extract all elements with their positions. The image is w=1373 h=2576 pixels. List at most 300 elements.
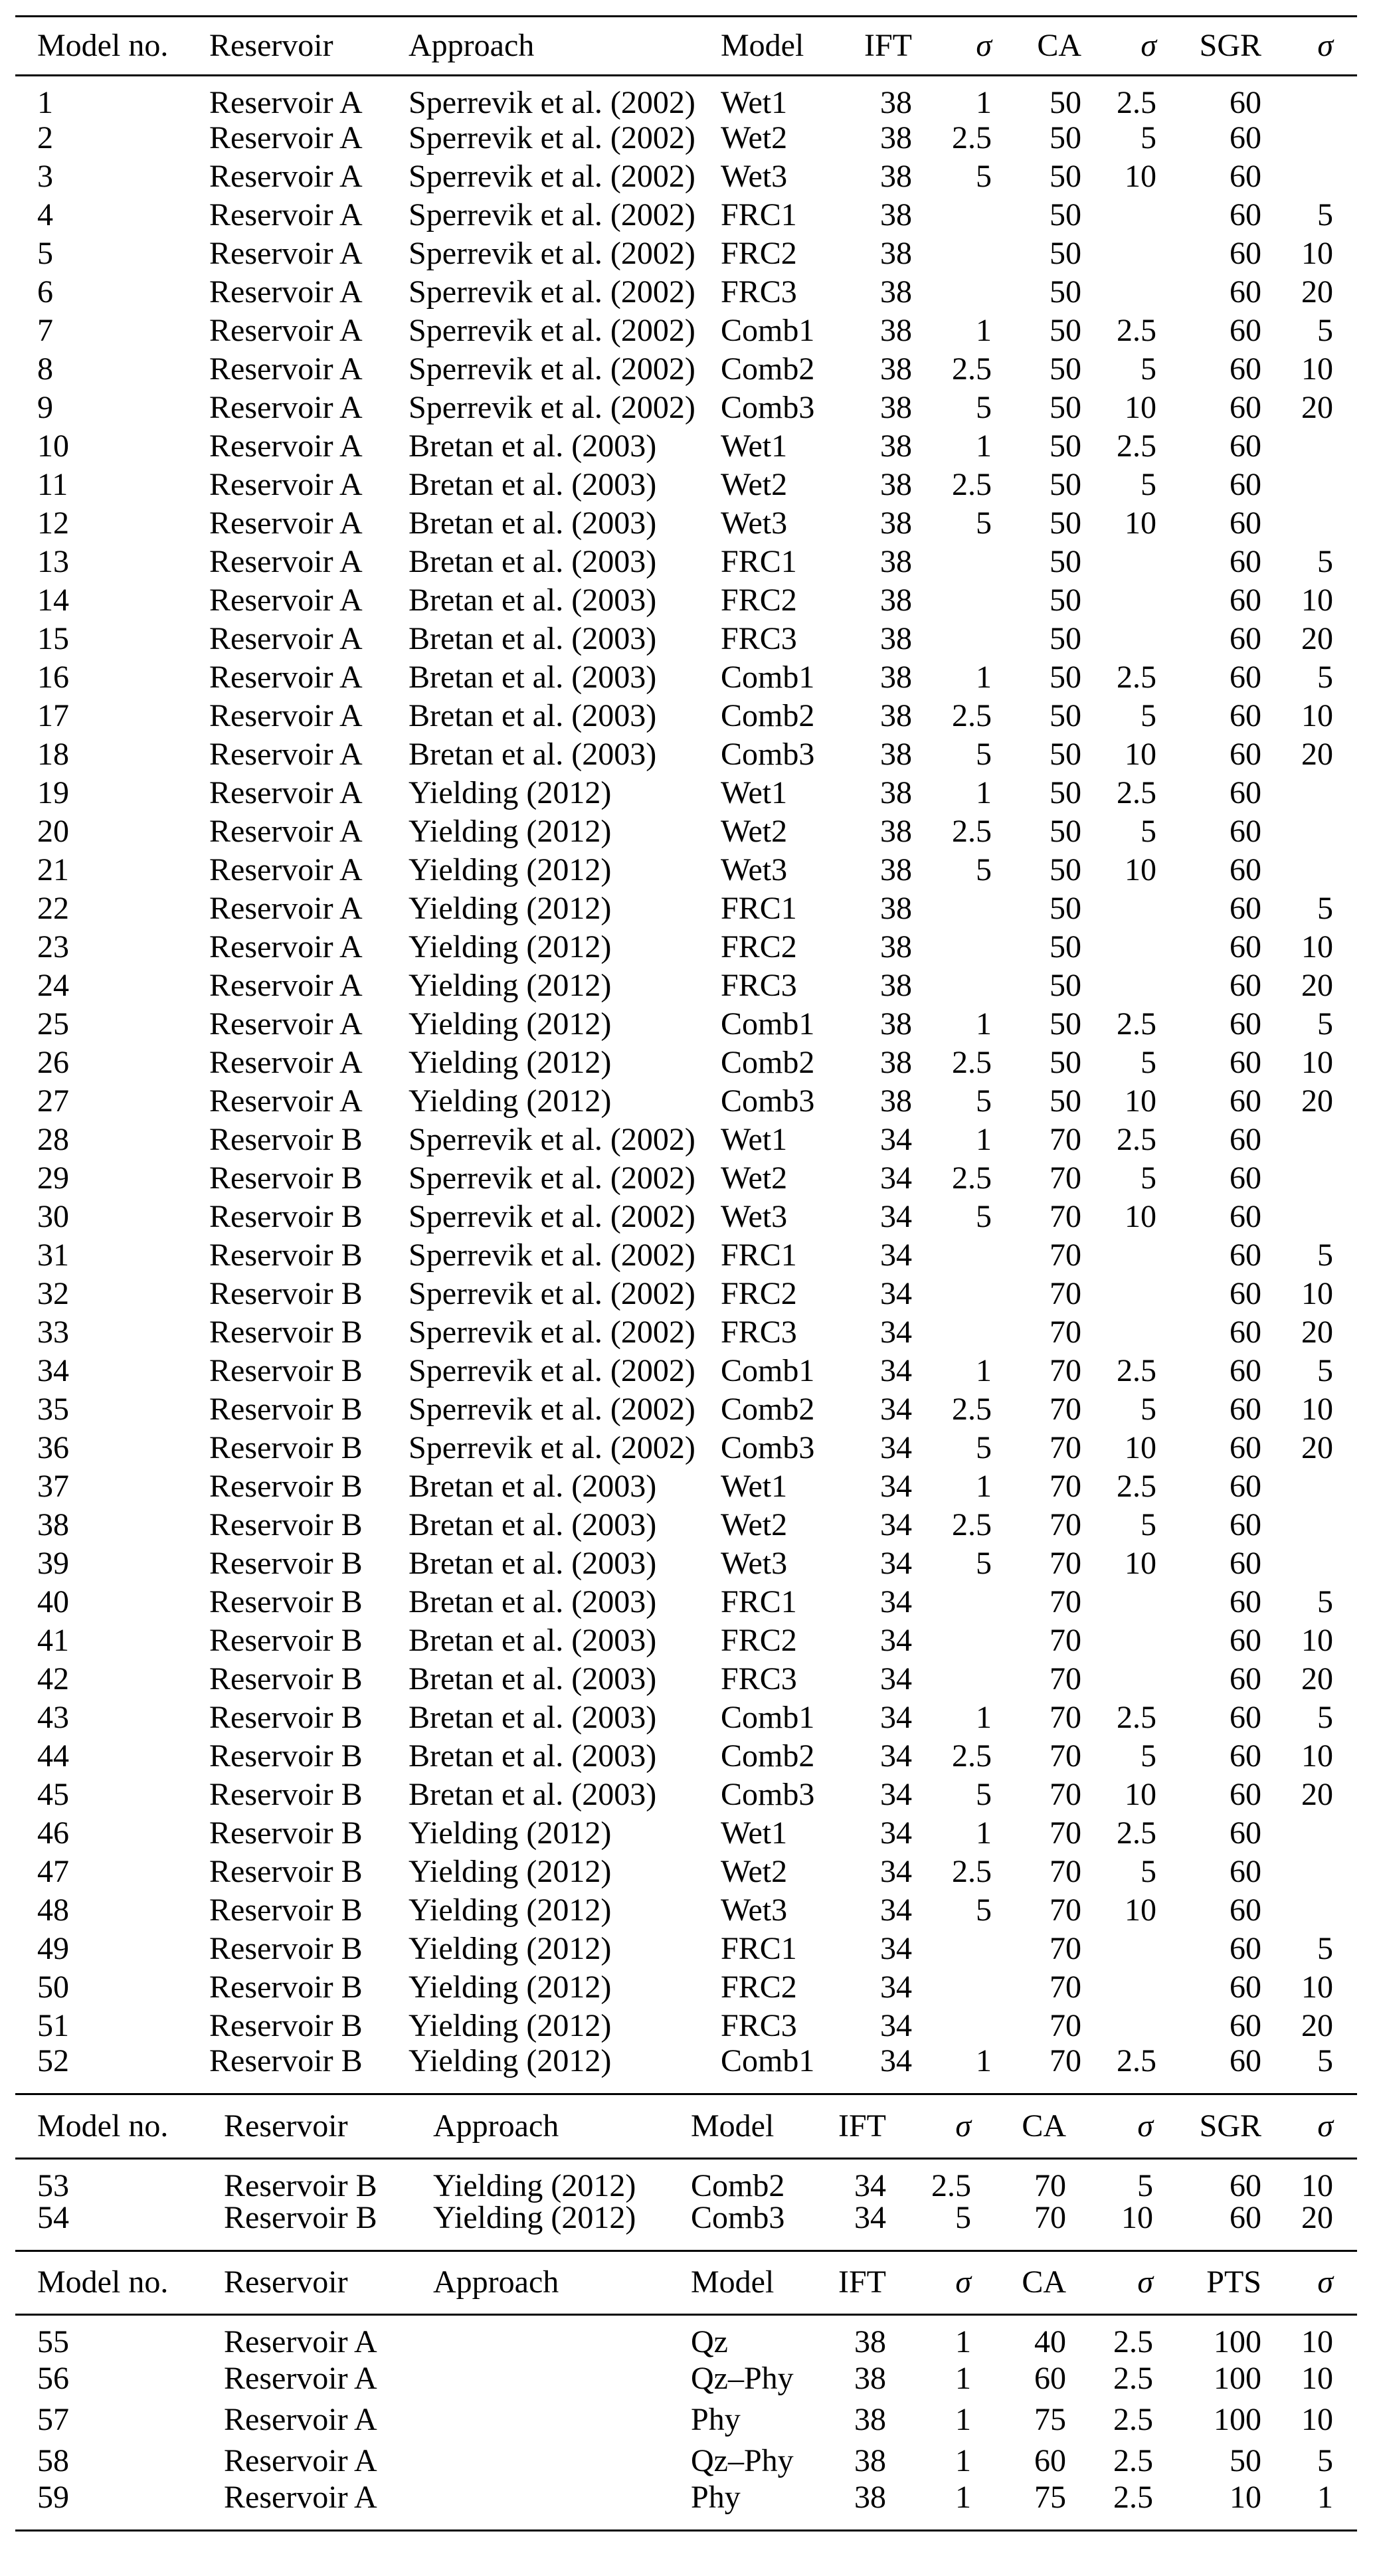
column-header: SGR xyxy=(1153,2095,1261,2158)
table-cell: 60 xyxy=(1230,1199,1261,1234)
table-cell: 60 xyxy=(1230,1546,1261,1581)
table-cell: Wet2 xyxy=(721,1160,788,1196)
table-cell: 2.5 xyxy=(1117,2043,1156,2078)
column-header: Reservoir xyxy=(224,2095,433,2158)
table-cell: 10 xyxy=(1301,1623,1333,1658)
table-cell: Sperrevik et al. (2002) xyxy=(409,1392,695,1427)
table-cell: FRC1 xyxy=(721,1584,797,1619)
table-cell: 70 xyxy=(1050,1970,1081,2005)
table-cell: Reservoir B xyxy=(209,1238,363,1273)
table-cell: 21 xyxy=(37,852,69,887)
table-cell xyxy=(433,2399,691,2440)
table-row xyxy=(15,1275,1357,1313)
table-cell: Reservoir A xyxy=(209,1006,363,1042)
table-cell: 1 xyxy=(976,1815,992,1851)
table-cell: 5 xyxy=(955,2199,971,2235)
table-cell: 70 xyxy=(1050,1199,1081,1234)
table-cell: 34 xyxy=(880,1507,912,1542)
table-cell: 20 xyxy=(1301,1430,1333,1465)
table-section-2 xyxy=(15,2095,1357,2252)
table-cell: FRC3 xyxy=(721,968,797,1003)
table-cell: Bretan et al. (2003) xyxy=(409,544,657,579)
table-cell: 50 xyxy=(1050,351,1081,387)
table-cell xyxy=(433,2315,691,2359)
table-cell: 20 xyxy=(1301,737,1333,772)
table-cell: Qz–Phy xyxy=(691,2361,794,2396)
table-cell: 50 xyxy=(1050,428,1081,464)
table-cell: 10 xyxy=(1301,2361,1333,2396)
table-cell: 5 xyxy=(1317,313,1333,348)
table-cell: Reservoir B xyxy=(209,1546,363,1581)
table-cell: Bretan et al. (2003) xyxy=(409,1738,657,1774)
table-cell: Reservoir B xyxy=(209,1970,363,2005)
table-cell: Sperrevik et al. (2002) xyxy=(409,1353,695,1388)
column-header: CA xyxy=(971,2095,1066,2158)
header-row xyxy=(15,17,1357,76)
table-cell: Yielding (2012) xyxy=(409,1892,612,1928)
table-cell: 34 xyxy=(880,1469,912,1504)
table-cell: 38 xyxy=(880,544,912,579)
table-cell: 38 xyxy=(880,85,912,120)
table-cell: 1 xyxy=(976,775,992,810)
table-cell: 5 xyxy=(1141,1738,1156,1774)
table-cell: 27 xyxy=(37,1083,69,1119)
table-cell: 50 xyxy=(1050,660,1081,695)
table-cell: 5 xyxy=(1141,467,1156,502)
table-cell: 1 xyxy=(955,2480,971,2515)
table-cell: FRC2 xyxy=(721,236,797,271)
table-cell: Bretan et al. (2003) xyxy=(409,737,657,772)
table-row xyxy=(15,1814,1357,1853)
table-row xyxy=(15,2202,1357,2251)
table-cell: Bretan et al. (2003) xyxy=(409,583,657,618)
table-cell: 34 xyxy=(880,2043,912,2078)
table-cell: 60 xyxy=(1230,274,1261,310)
table-cell: FRC2 xyxy=(721,1276,797,1311)
table-cell: 39 xyxy=(37,1546,69,1581)
table-cell: 12 xyxy=(37,506,69,541)
table-cell: 50 xyxy=(1050,506,1081,541)
table-cell: FRC2 xyxy=(721,929,797,965)
table-cell: Sperrevik et al. (2002) xyxy=(409,120,695,155)
table-cell: 5 xyxy=(1317,660,1333,695)
table-cell: Sperrevik et al. (2002) xyxy=(409,197,695,232)
table-cell: Bretan et al. (2003) xyxy=(409,467,657,502)
table-cell: Reservoir A xyxy=(209,852,363,887)
table-row xyxy=(15,2315,1357,2359)
table-cell: Wet2 xyxy=(721,467,788,502)
table-cell: Yielding (2012) xyxy=(409,2043,612,2078)
table-cell: 10 xyxy=(1301,1738,1333,1774)
table-cell: 38 xyxy=(880,313,912,348)
table-cell: Reservoir A xyxy=(209,775,363,810)
table-cell xyxy=(912,1313,992,1352)
table-cell: Reservoir A xyxy=(209,159,363,194)
column-header: Approach xyxy=(433,2252,691,2315)
table-cell: 11 xyxy=(37,467,68,502)
table-cell: 19 xyxy=(37,775,69,810)
table-cell xyxy=(912,1968,992,2007)
table-cell: Reservoir A xyxy=(209,583,363,618)
table-cell: 5 xyxy=(1317,544,1333,579)
table-cell: Reservoir B xyxy=(209,1661,363,1697)
table-cell: FRC3 xyxy=(721,2008,797,2043)
table-cell: 70 xyxy=(1050,1623,1081,1658)
table-cell: Reservoir A xyxy=(224,2324,377,2359)
table-cell: 50 xyxy=(1050,467,1081,502)
table-cell: 5 xyxy=(37,236,53,271)
table-cell: 38 xyxy=(880,1045,912,1080)
table-row xyxy=(15,928,1357,966)
table-cell: 2.5 xyxy=(1117,85,1156,120)
table-cell: Yielding (2012) xyxy=(433,2167,636,2203)
table-cell: 5 xyxy=(1317,891,1333,926)
table-cell: Sperrevik et al. (2002) xyxy=(409,85,695,120)
table-cell: 60 xyxy=(1230,1584,1261,1619)
table-cell: 38 xyxy=(854,2443,886,2478)
table-section-3 xyxy=(15,2252,1357,2532)
table-cell xyxy=(1081,966,1156,1005)
table-cell: 34 xyxy=(37,1353,69,1388)
table-cell: Bretan et al. (2003) xyxy=(409,1469,657,1504)
table-cell: Wet1 xyxy=(721,428,788,464)
table-cell: 2.5 xyxy=(1113,2443,1153,2478)
table-cell: 60 xyxy=(1230,428,1261,464)
column-header: σ xyxy=(912,17,992,76)
table-cell: FRC1 xyxy=(721,197,797,232)
table-cell: 60 xyxy=(1230,2043,1261,2078)
table-cell: 60 xyxy=(1230,1238,1261,1273)
table-cell: Wet3 xyxy=(721,852,788,887)
table-cell: Yielding (2012) xyxy=(409,1931,612,1966)
table-cell: 38 xyxy=(880,159,912,194)
table-cell: 2.5 xyxy=(1117,1700,1156,1735)
table-cell: Sperrevik et al. (2002) xyxy=(409,1315,695,1350)
table-cell: 55 xyxy=(37,2324,69,2359)
table-row xyxy=(15,2440,1357,2482)
table-row xyxy=(15,1737,1357,1776)
table-cell: 50 xyxy=(1050,85,1081,120)
table-cell: 50 xyxy=(1050,621,1081,656)
table-section-1 xyxy=(15,15,1357,2095)
table-cell: Comb1 xyxy=(721,313,815,348)
table-cell: Comb3 xyxy=(721,1430,815,1465)
table-cell: 38 xyxy=(880,891,912,926)
table-cell: Sperrevik et al. (2002) xyxy=(409,1160,695,1196)
table-cell: Wet3 xyxy=(721,1892,788,1928)
table-cell: 50 xyxy=(1050,236,1081,271)
table-cell: 5 xyxy=(1317,1006,1333,1042)
table-cell xyxy=(1081,1968,1156,2007)
table-cell: 60 xyxy=(1230,159,1261,194)
table-cell: Bretan et al. (2003) xyxy=(409,698,657,733)
table-cell: 50 xyxy=(1050,852,1081,887)
table-cell: FRC3 xyxy=(721,1315,797,1350)
table-row xyxy=(15,1159,1357,1198)
table-cell: Yielding (2012) xyxy=(409,891,612,926)
table-cell xyxy=(1081,1930,1156,1968)
table-row xyxy=(15,581,1357,620)
table-cell: FRC2 xyxy=(721,1623,797,1658)
table-cell: Reservoir A xyxy=(209,621,363,656)
table-cell: 5 xyxy=(1141,698,1156,733)
table-cell: 18 xyxy=(37,737,69,772)
table-cell: 60 xyxy=(1230,313,1261,348)
table-cell xyxy=(1261,1891,1357,1930)
column-header: CA xyxy=(992,17,1081,76)
table-cell: Reservoir B xyxy=(209,1353,363,1388)
table-row xyxy=(15,1198,1357,1236)
table-cell: 25 xyxy=(37,1006,69,1042)
table-header xyxy=(15,2095,1357,2158)
column-header: σ xyxy=(1261,2252,1357,2315)
table-cell: Comb3 xyxy=(721,1777,815,1812)
table-cell: 1 xyxy=(976,1700,992,1735)
table-cell xyxy=(912,1660,992,1699)
table-cell: Phy xyxy=(691,2402,741,2437)
table-cell: 70 xyxy=(1050,2043,1081,2078)
table-cell: 70 xyxy=(1050,1815,1081,1851)
table-cell: Reservoir A xyxy=(209,1045,363,1080)
table-cell: Wet3 xyxy=(721,1199,788,1234)
column-header: σ xyxy=(1261,17,1357,76)
table-row xyxy=(15,119,1357,157)
table-cell: 38 xyxy=(880,428,912,464)
table-cell: 60 xyxy=(1230,197,1261,232)
table-cell: Yielding (2012) xyxy=(409,1970,612,2005)
table-row xyxy=(15,196,1357,234)
table-cell: 2.5 xyxy=(1117,1815,1156,1851)
table-cell: 20 xyxy=(1301,621,1333,656)
table-cell: 34 xyxy=(880,2008,912,2043)
table-cell: 38 xyxy=(854,2480,886,2515)
table-cell: 50 xyxy=(1050,274,1081,310)
table-cell: 1 xyxy=(955,2402,971,2437)
table-cell: 5 xyxy=(976,1777,992,1812)
table-row xyxy=(15,851,1357,889)
table-cell: Comb1 xyxy=(721,1700,815,1735)
table-cell: Reservoir A xyxy=(209,698,363,733)
table-cell xyxy=(1261,774,1357,812)
table-cell: 70 xyxy=(1050,1276,1081,1311)
table-row xyxy=(15,2007,1357,2045)
table-cell: 50 xyxy=(1050,390,1081,425)
table-cell: Reservoir A xyxy=(209,814,363,849)
table-cell: 34 xyxy=(880,1546,912,1581)
table-cell: 2.5 xyxy=(1117,313,1156,348)
table-row xyxy=(15,350,1357,389)
table-cell: 34 xyxy=(880,1430,912,1465)
table-cell: 34 xyxy=(880,1854,912,1889)
table-row xyxy=(15,2158,1357,2202)
table-cell: 38 xyxy=(880,120,912,155)
table-cell: Comb2 xyxy=(721,1045,815,1080)
table-row xyxy=(15,1544,1357,1583)
table-cell: Yielding (2012) xyxy=(409,1083,612,1119)
table-cell: 5 xyxy=(1141,1160,1156,1196)
table-cell: 100 xyxy=(1214,2361,1261,2396)
table-cell: 70 xyxy=(1050,1315,1081,1350)
table-row xyxy=(15,1891,1357,1930)
table-cell: Reservoir B xyxy=(209,1815,363,1851)
table-cell: 10 xyxy=(1125,1892,1156,1928)
table-cell: 75 xyxy=(1034,2402,1066,2437)
table-cell: 2.5 xyxy=(1113,2480,1153,2515)
table-cell: FRC1 xyxy=(721,544,797,579)
table-cell: 60 xyxy=(1034,2361,1066,2396)
table-cell: 50 xyxy=(1050,197,1081,232)
table-cell xyxy=(912,543,992,581)
table-cell: 2 xyxy=(37,120,53,155)
table-cell: FRC1 xyxy=(721,1931,797,1966)
table-cell: 33 xyxy=(37,1315,69,1350)
table-cell: 20 xyxy=(1301,2008,1333,2043)
table-cell: 10 xyxy=(1230,2480,1261,2515)
table-cell: Reservoir B xyxy=(209,1469,363,1504)
table-cell: Wet1 xyxy=(721,85,788,120)
table-cell: Sperrevik et al. (2002) xyxy=(409,1276,695,1311)
table-cell: Yielding (2012) xyxy=(409,775,612,810)
table-cell: Reservoir B xyxy=(209,1507,363,1542)
table-cell: Yielding (2012) xyxy=(409,968,612,1003)
table-cell: 10 xyxy=(1125,1083,1156,1119)
table-cell: 60 xyxy=(1230,852,1261,887)
table-cell: Reservoir B xyxy=(209,1430,363,1465)
table-cell: 34 xyxy=(854,2167,886,2203)
table-cell xyxy=(1081,1313,1156,1352)
table-cell: 34 xyxy=(880,1777,912,1812)
table-header xyxy=(15,17,1357,76)
table-cell: 32 xyxy=(37,1276,69,1311)
table-cell: Comb2 xyxy=(721,698,815,733)
table-cell: Reservoir B xyxy=(209,1777,363,1812)
column-header: Reservoir xyxy=(209,17,409,76)
table-cell: 50 xyxy=(1050,583,1081,618)
table-cell: Bretan et al. (2003) xyxy=(409,1623,657,1658)
table-cell: 70 xyxy=(1034,2199,1066,2235)
table-cell: 10 xyxy=(1301,1045,1333,1080)
table-cell xyxy=(1081,889,1156,928)
table-cell xyxy=(912,196,992,234)
table-cell: 60 xyxy=(1230,85,1261,120)
table-cell: 1 xyxy=(955,2324,971,2359)
table-cell: 10 xyxy=(37,428,69,464)
table-cell: 60 xyxy=(1230,1507,1261,1542)
table-cell: 60 xyxy=(1230,698,1261,733)
table-cell: 5 xyxy=(1141,1854,1156,1889)
table-cell: 70 xyxy=(1050,1738,1081,1774)
table-cell: 26 xyxy=(37,1045,69,1080)
table-cell: 5 xyxy=(976,1430,992,1465)
table-cell: Wet1 xyxy=(721,1469,788,1504)
table-cell xyxy=(1261,76,1357,120)
table-row xyxy=(15,543,1357,581)
column-header: Model no. xyxy=(15,2095,224,2158)
table-cell xyxy=(1261,157,1357,196)
column-header: IFT xyxy=(800,2095,886,2158)
table-cell: Comb1 xyxy=(721,2043,815,2078)
table-cell: 60 xyxy=(1230,1045,1261,1080)
table-cell: 60 xyxy=(1230,1700,1261,1735)
table-cell: 100 xyxy=(1214,2324,1261,2359)
table-cell: 1 xyxy=(976,313,992,348)
table-cell: 20 xyxy=(1301,1083,1333,1119)
table-row xyxy=(15,2045,1357,2094)
table-header xyxy=(15,2252,1357,2315)
table-cell: 2.5 xyxy=(952,351,992,387)
table-cell: 38 xyxy=(880,1006,912,1042)
table-cell: 60 xyxy=(1230,1892,1261,1928)
table-cell: 70 xyxy=(1034,2167,1066,2203)
table-cell: Bretan et al. (2003) xyxy=(409,1507,657,1542)
table-cell: Wet2 xyxy=(721,1854,788,1889)
table-cell xyxy=(912,1275,992,1313)
table-cell: 60 xyxy=(1230,1661,1261,1697)
table-cell: 10 xyxy=(1301,2167,1333,2203)
table-cell: 5 xyxy=(976,506,992,541)
table-cell: FRC3 xyxy=(721,621,797,656)
table-cell: 10 xyxy=(1301,2402,1333,2437)
table-cell xyxy=(1081,1660,1156,1699)
table-row xyxy=(15,697,1357,735)
table-cell: Comb3 xyxy=(721,390,815,425)
table-cell: 38 xyxy=(880,197,912,232)
table-cell: Reservoir A xyxy=(209,274,363,310)
table-cell: Yielding (2012) xyxy=(409,1815,612,1851)
table-cell xyxy=(912,2007,992,2045)
table-cell: 5 xyxy=(976,1892,992,1928)
table-cell: Bretan et al. (2003) xyxy=(409,660,657,695)
table-row xyxy=(15,812,1357,851)
table-cell: 60 xyxy=(1230,891,1261,926)
table-row xyxy=(15,1583,1357,1621)
table-cell: Reservoir B xyxy=(209,1122,363,1157)
table-row xyxy=(15,1506,1357,1544)
table-cell: 5 xyxy=(976,852,992,887)
table-cell: Sperrevik et al. (2002) xyxy=(409,159,695,194)
table-cell xyxy=(1261,1159,1357,1198)
table-cell xyxy=(912,620,992,658)
table-row xyxy=(15,1390,1357,1429)
table-cell: 60 xyxy=(1230,968,1261,1003)
table-cell: 54 xyxy=(37,2199,69,2235)
table-cell: 1 xyxy=(976,660,992,695)
table-row xyxy=(15,658,1357,697)
table-cell xyxy=(1261,851,1357,889)
table-cell: 5 xyxy=(1141,1392,1156,1427)
table-cell: Wet3 xyxy=(721,159,788,194)
table-cell: Comb1 xyxy=(721,1006,815,1042)
table-cell: 28 xyxy=(37,1122,69,1157)
table-cell: Sperrevik et al. (2002) xyxy=(409,274,695,310)
table-cell: 2.5 xyxy=(1117,1469,1156,1504)
table-cell: FRC3 xyxy=(721,274,797,310)
table-cell: 60 xyxy=(1230,544,1261,579)
table-cell: 40 xyxy=(37,1584,69,1619)
column-header: σ xyxy=(1066,2252,1153,2315)
table-cell: Wet1 xyxy=(721,775,788,810)
table-cell: 2.5 xyxy=(952,698,992,733)
table-cell: FRC1 xyxy=(721,1238,797,1273)
table-cell: 60 xyxy=(1230,2199,1261,2235)
table-cell xyxy=(912,1236,992,1275)
table-cell xyxy=(1261,1814,1357,1853)
table-row xyxy=(15,2358,1357,2399)
table-cell: 10 xyxy=(1125,1546,1156,1581)
table-cell: 53 xyxy=(37,2167,69,2203)
table-cell: 10 xyxy=(1301,2324,1333,2359)
header-row xyxy=(15,2095,1357,2158)
